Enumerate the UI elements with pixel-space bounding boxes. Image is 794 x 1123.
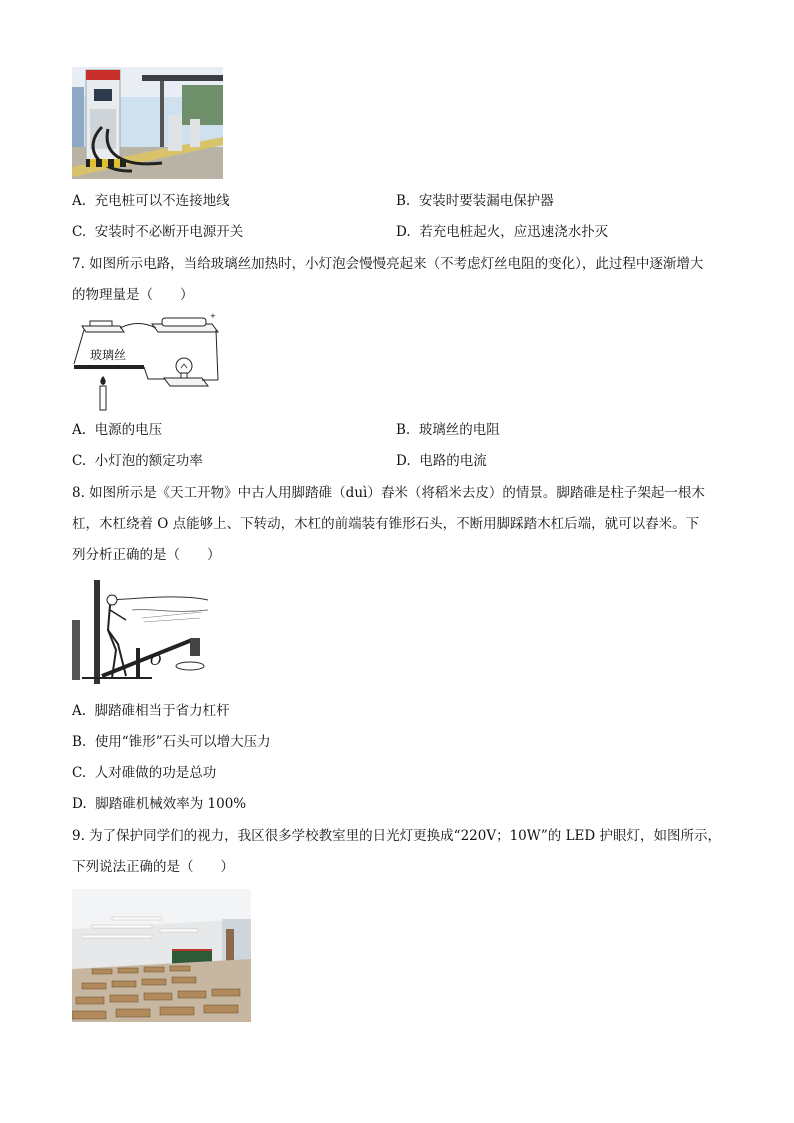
option-letter: D. [396, 224, 411, 240]
q8-stem-line2: 杠，木杠绕着 O 点能够上、下转动，木杠的前端装有锥形石头，不断用脚踩踏木杠后端，就可以舂米。下 [72, 516, 700, 532]
option-letter: C. [72, 453, 87, 469]
q7-option-d [396, 451, 487, 471]
q6-option-a [72, 191, 230, 211]
q7-stem-line2: 的物理量是（ ） [72, 287, 194, 303]
q6-option-c [72, 222, 243, 242]
option-letter: D. [396, 453, 411, 469]
q7-option-a [72, 420, 162, 440]
option-letter: C. [72, 765, 87, 781]
option-text: 电源的电压 [94, 422, 163, 438]
option-letter: B. [72, 734, 87, 750]
q8-option-b [72, 732, 271, 752]
q8-option-c [72, 763, 216, 783]
svg-text:+: + [210, 312, 216, 320]
q8-stem-line1: 8. 如图所示是《天工开物》中古人用脚踏碓（duì）舂米（将稻米去皮）的情景。脚踏碓是柱子架起一根木 [72, 485, 705, 501]
option-text: 电路的电流 [419, 453, 487, 469]
option-text: 若充电桩起火，应迅速浇水扑灭 [419, 224, 609, 240]
option-letter: D. [72, 796, 87, 812]
option-text: 使用“锥形”石头可以增大压力 [94, 734, 271, 750]
option-text: 人对碓做的功是总功 [94, 765, 217, 781]
q7-option-b [396, 420, 500, 440]
option-letter: A. [72, 193, 87, 209]
q6-option-d [396, 222, 608, 242]
option-text: 脚踏碓机械效率为 100% [95, 796, 247, 812]
option-letter: A. [72, 422, 87, 438]
glass-filament-label: 玻璃丝 [90, 348, 127, 362]
pivot-label: O [150, 653, 162, 669]
q7-option-c [72, 451, 203, 471]
option-letter: B. [396, 193, 411, 209]
q6-option-b [396, 191, 554, 211]
q9-stem-line2: 下列说法正确的是（ ） [72, 859, 234, 875]
q8-option-d [72, 794, 246, 814]
charging-pile-photo [72, 67, 223, 179]
glass-filament-circuit-figure [72, 312, 232, 412]
option-text: 安装时不必断开电源开关 [94, 224, 244, 240]
foot-pestle-illustration [72, 580, 212, 690]
q8-stem-line3: 列分析正确的是（ ） [72, 547, 221, 563]
option-text: 小灯泡的额定功率 [94, 453, 203, 469]
classroom-photo [72, 889, 251, 1022]
q7-stem-line1: 7. 如图所示电路，当给玻璃丝加热时，小灯泡会慢慢亮起来（不考虑灯丝电阻的变化），此过程中逐渐增大 [72, 256, 704, 272]
q9-stem-line1: 9. 为了保护同学们的视力，我区很多学校教室里的日光灯更换成“220V；10W”的 LED 护眼灯，如图所示， [72, 828, 722, 844]
option-text: 玻璃丝的电阻 [418, 422, 500, 438]
option-letter: C. [72, 224, 87, 240]
option-text: 充电桩可以不连接地线 [94, 193, 230, 209]
option-letter: B. [396, 422, 411, 438]
option-text: 安装时要装漏电保护器 [418, 193, 554, 209]
option-text: 脚踏碓相当于省力杠杆 [94, 703, 230, 719]
q8-option-a [72, 701, 230, 721]
option-letter: A. [72, 703, 87, 719]
